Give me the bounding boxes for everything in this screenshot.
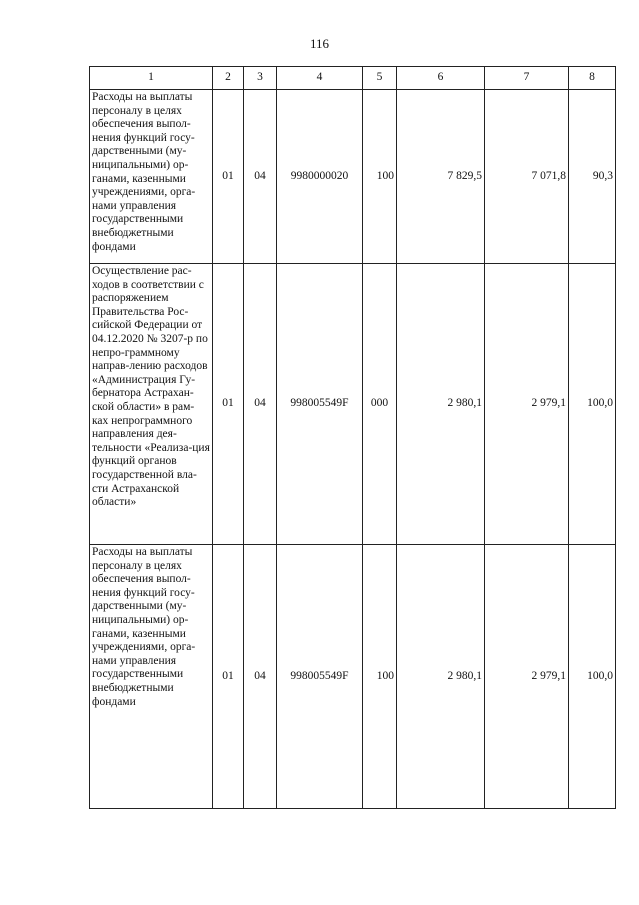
- row-description: Осуществление рас-ходов в соответствии с распоряжением Правительства Рос-сийской Федерации от 04.12.2020 № 3207-р по непро-граммному направ-лению расходов «Администрация Гу-бернатора Астрахан-ской области» в рам-ках непрограммного направления дея-тельности «Реализа-ция функций органов государственной вла-сти Астраханской области»: [90, 264, 213, 545]
- column-header: 2: [213, 67, 244, 90]
- subsection-code: 04: [244, 264, 277, 545]
- expense-type-code: 100: [363, 545, 397, 809]
- expense-type-code: 000: [363, 264, 397, 545]
- execution-percent: 100,0: [569, 545, 616, 809]
- column-header: 7: [485, 67, 569, 90]
- column-header: 1: [90, 67, 213, 90]
- execution-percent: 90,3: [569, 90, 616, 264]
- target-article-code: 998005549F: [277, 545, 363, 809]
- section-code: 01: [213, 545, 244, 809]
- target-article-code: 998005549F: [277, 264, 363, 545]
- expense-type-code: 100: [363, 90, 397, 264]
- column-header: 3: [244, 67, 277, 90]
- section-code: 01: [213, 264, 244, 545]
- execution-percent: 100,0: [569, 264, 616, 545]
- planned-amount: 7 829,5: [397, 90, 485, 264]
- column-header: 5: [363, 67, 397, 90]
- column-header: 6: [397, 67, 485, 90]
- budget-table: [89, 66, 616, 809]
- row-description: Расходы на выплаты персоналу в целях обеспечения выпол-нения функций госу-дарственными (му-ниципальными) ор-ганами, казенными учреждениями, орга-нами управления государственными внебюджетными фондами: [90, 545, 213, 809]
- planned-amount: 2 980,1: [397, 264, 485, 545]
- table-row: [90, 90, 616, 264]
- planned-amount: 2 980,1: [397, 545, 485, 809]
- page-number: 116: [309, 36, 330, 51]
- table-row: [90, 264, 616, 545]
- subsection-code: 04: [244, 90, 277, 264]
- column-header: 8: [569, 67, 616, 90]
- table-header-row: [90, 67, 616, 90]
- table-row: [90, 545, 616, 809]
- executed-amount: 2 979,1: [485, 545, 569, 809]
- subsection-code: 04: [244, 545, 277, 809]
- target-article-code: 9980000020: [277, 90, 363, 264]
- section-code: 01: [213, 90, 244, 264]
- executed-amount: 2 979,1: [485, 264, 569, 545]
- column-header: 4: [277, 67, 363, 90]
- executed-amount: 7 071,8: [485, 90, 569, 264]
- row-description: Расходы на выплаты персоналу в целях обеспечения выпол-нения функций госу-дарственными (му-ниципальными) ор-ганами, казенными учреждениями, орга-нами управления государственными внебюджетными фондами: [90, 90, 213, 264]
